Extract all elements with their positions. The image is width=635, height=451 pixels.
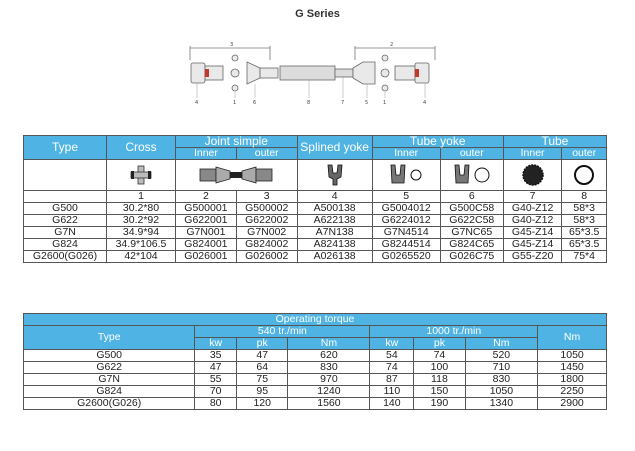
number-cell: 6 xyxy=(440,191,503,203)
table-cell: 74 xyxy=(414,350,465,362)
table-cell: G500001 xyxy=(176,203,237,215)
number-cell: 7 xyxy=(503,191,562,203)
spec-table xyxy=(23,135,607,263)
tube-yoke-outer-icon xyxy=(452,163,492,187)
unit-header: Nm xyxy=(465,338,538,350)
table-cell: 140 xyxy=(370,398,414,410)
page-title: G Series xyxy=(295,8,340,20)
unit-header: Nm xyxy=(288,338,370,350)
table-cell: 64 xyxy=(237,362,288,374)
svg-text:1: 1 xyxy=(233,100,237,106)
splined-icon-cell xyxy=(297,160,372,191)
table-cell: 65*3.5 xyxy=(562,239,607,251)
driveshaft-diagram xyxy=(185,38,445,110)
table-cell: 1450 xyxy=(538,362,607,374)
table-cell: G824 xyxy=(24,239,107,251)
joint-outer-header: outer xyxy=(236,148,297,160)
table-cell: 65*3.5 xyxy=(562,227,607,239)
table-cell: G026C75 xyxy=(440,251,503,263)
table-row xyxy=(24,239,607,251)
joint-simple-icon xyxy=(196,163,276,187)
svg-text:7: 7 xyxy=(341,100,345,106)
table-cell: G2600(G026) xyxy=(24,251,107,263)
table-cell: G7N001 xyxy=(176,227,237,239)
table-cell: 1050 xyxy=(465,386,538,398)
table-row xyxy=(24,386,607,398)
tube-inner-icon-cell xyxy=(503,160,562,191)
table-cell: A500138 xyxy=(297,203,372,215)
table-cell: G622C58 xyxy=(440,215,503,227)
tube-outer-header: outer xyxy=(562,148,607,160)
type-header: Type xyxy=(24,136,107,160)
number-cell: 4 xyxy=(297,191,372,203)
svg-text:5: 5 xyxy=(365,100,369,106)
svg-text:4: 4 xyxy=(423,100,427,106)
cross-icon xyxy=(130,165,152,185)
table-cell: 70 xyxy=(195,386,237,398)
table-cell: 520 xyxy=(465,350,538,362)
cross-header: Cross xyxy=(107,136,176,160)
tube-yoke-inner-icon-cell xyxy=(372,160,440,191)
tube-outer-icon-cell xyxy=(562,160,607,191)
unit-header: kw xyxy=(195,338,237,350)
table-cell: G622002 xyxy=(236,215,297,227)
table-row xyxy=(24,362,607,374)
splined-yoke-icon xyxy=(325,163,345,187)
table-cell: G2600(G026) xyxy=(24,398,195,410)
table-cell: A622138 xyxy=(297,215,372,227)
number-cell: 1 xyxy=(107,191,176,203)
table-cell: 970 xyxy=(288,374,370,386)
tube-header: Tube xyxy=(503,136,606,148)
number-cell: 2 xyxy=(176,191,237,203)
table-cell: 830 xyxy=(288,362,370,374)
tube-yoke-outer-header: outer xyxy=(440,148,503,160)
table-cell: 47 xyxy=(237,350,288,362)
table-row xyxy=(24,251,607,263)
svg-text:1: 1 xyxy=(383,100,387,106)
table-cell: 55 xyxy=(195,374,237,386)
joint-icon-cell xyxy=(176,160,298,191)
table-cell: G500C58 xyxy=(440,203,503,215)
table-cell: 1240 xyxy=(288,386,370,398)
table-cell: 150 xyxy=(414,386,465,398)
table-cell: G45-Z14 xyxy=(503,227,562,239)
type-icon-cell xyxy=(24,160,107,191)
torque-type-header: Type xyxy=(24,326,195,350)
table-cell: G500 xyxy=(24,203,107,215)
table-cell: 120 xyxy=(237,398,288,410)
table-cell: G5004012 xyxy=(372,203,440,215)
unit-header: pk xyxy=(414,338,465,350)
table-cell: 30.2*80 xyxy=(107,203,176,215)
table-cell: 1340 xyxy=(465,398,538,410)
table-cell: 1560 xyxy=(288,398,370,410)
table-cell: 54 xyxy=(370,350,414,362)
speed-540-header: 540 tr./min xyxy=(195,326,370,338)
table-cell: 34.9*106.5 xyxy=(107,239,176,251)
table-cell: G622001 xyxy=(176,215,237,227)
operating-torque-header: Operating torque xyxy=(24,314,607,326)
table-cell: 118 xyxy=(414,374,465,386)
table-row xyxy=(24,374,607,386)
unit-header: pk xyxy=(237,338,288,350)
table-cell: G026001 xyxy=(176,251,237,263)
table-cell: G026002 xyxy=(236,251,297,263)
tube-yoke-header: Tube yoke xyxy=(372,136,503,148)
table-cell: 35 xyxy=(195,350,237,362)
table-cell: G7N002 xyxy=(236,227,297,239)
svg-text:3: 3 xyxy=(230,42,234,48)
table-cell: G824C65 xyxy=(440,239,503,251)
table-cell: G55-Z20 xyxy=(503,251,562,263)
table-cell: 30.2*92 xyxy=(107,215,176,227)
table-cell: 58*3 xyxy=(562,203,607,215)
table-cell: G7N xyxy=(24,227,107,239)
table-cell: G824 xyxy=(24,386,195,398)
splined-tube-icon xyxy=(521,163,545,187)
table-cell: G7NC65 xyxy=(440,227,503,239)
joint-simple-header: Joint simple xyxy=(176,136,298,148)
splined-yoke-header: Splined yoke xyxy=(297,136,372,160)
table-cell: 1800 xyxy=(538,374,607,386)
cross-icon-cell xyxy=(107,160,176,191)
number-cell: 8 xyxy=(562,191,607,203)
table-cell: G7N4514 xyxy=(372,227,440,239)
table-cell: 620 xyxy=(288,350,370,362)
table-cell: 47 xyxy=(195,362,237,374)
svg-text:6: 6 xyxy=(253,100,257,106)
table-cell: 1050 xyxy=(538,350,607,362)
table-cell: 110 xyxy=(370,386,414,398)
table-row xyxy=(24,215,607,227)
table-cell: 34.9*94 xyxy=(107,227,176,239)
svg-text:8: 8 xyxy=(307,100,311,106)
table-cell: 80 xyxy=(195,398,237,410)
table-cell: 2900 xyxy=(538,398,607,410)
table-cell: 95 xyxy=(237,386,288,398)
number-cell: 5 xyxy=(372,191,440,203)
table-cell: A026138 xyxy=(297,251,372,263)
tube-yoke-inner-icon xyxy=(388,163,424,187)
table-cell: G40-Z12 xyxy=(503,215,562,227)
table-cell: G824001 xyxy=(176,239,237,251)
table-cell: A7N138 xyxy=(297,227,372,239)
table-row xyxy=(24,350,607,362)
number-cell: 3 xyxy=(236,191,297,203)
table-cell: 710 xyxy=(465,362,538,374)
table-cell: G0265520 xyxy=(372,251,440,263)
table-cell: 830 xyxy=(465,374,538,386)
table-cell: 2250 xyxy=(538,386,607,398)
tube-inner-header: Inner xyxy=(503,148,562,160)
table-row xyxy=(24,203,607,215)
table-cell: G622 xyxy=(24,215,107,227)
torque-nm-header: Nm xyxy=(538,326,607,350)
table-cell: G824002 xyxy=(236,239,297,251)
svg-text:4: 4 xyxy=(195,100,199,106)
unit-header: kw xyxy=(370,338,414,350)
number-cell xyxy=(24,191,107,203)
table-row xyxy=(24,227,607,239)
table-row xyxy=(24,398,607,410)
torque-table xyxy=(23,313,607,410)
table-cell: 74 xyxy=(370,362,414,374)
table-cell: 58*3 xyxy=(562,215,607,227)
round-tube-icon xyxy=(572,163,596,187)
tube-yoke-outer-icon-cell xyxy=(440,160,503,191)
joint-inner-header: Inner xyxy=(176,148,237,160)
table-cell: A824138 xyxy=(297,239,372,251)
table-cell: G500002 xyxy=(236,203,297,215)
table-cell: 100 xyxy=(414,362,465,374)
table-cell: G622 xyxy=(24,362,195,374)
tube-yoke-inner-header: Inner xyxy=(372,148,440,160)
svg-text:2: 2 xyxy=(390,42,394,48)
table-cell: G7N xyxy=(24,374,195,386)
table-cell: G8244514 xyxy=(372,239,440,251)
table-cell: 42*104 xyxy=(107,251,176,263)
table-cell: 190 xyxy=(414,398,465,410)
table-cell: 87 xyxy=(370,374,414,386)
table-cell: G40-Z12 xyxy=(503,203,562,215)
table-cell: 75 xyxy=(237,374,288,386)
table-cell: G45-Z14 xyxy=(503,239,562,251)
table-cell: G500 xyxy=(24,350,195,362)
table-cell: G6224012 xyxy=(372,215,440,227)
table-cell: 75*4 xyxy=(562,251,607,263)
speed-1000-header: 1000 tr./min xyxy=(370,326,538,338)
